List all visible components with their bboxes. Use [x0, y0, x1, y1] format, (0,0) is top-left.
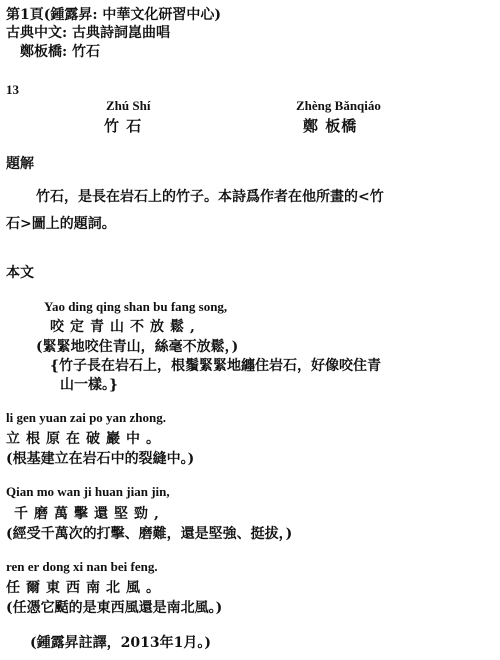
- line-3-gloss: (經受千萬次的打擊、磨難，還是堅強、挺拔，): [6, 526, 293, 542]
- doc-header-line3: 鄭板橋: 竹石: [20, 44, 101, 60]
- line-2-pinyin: li gen yuan zai po yan zhong.: [6, 410, 167, 425]
- line-1-gloss: (緊緊地咬住青山，絲毫不放鬆，): [36, 339, 239, 355]
- line-4-pinyin: ren er dong xi nan bei feng.: [6, 559, 158, 574]
- poem-number: 13: [6, 82, 19, 97]
- main-text-heading: 本文: [6, 265, 34, 281]
- line-3-pinyin: Qian mo wan ji huan jian jin,: [6, 484, 170, 499]
- line-1-note-1: {竹子長在岩石上，根鬚緊緊地纏住岩石，好像咬住青: [50, 358, 382, 374]
- explanation-heading: 題解: [6, 156, 34, 172]
- line-2-gloss: (根基建立在岩石中的裂縫中。): [6, 451, 195, 467]
- doc-header-line1: 第1頁(鍾露昇: 中華文化研習中心): [6, 7, 222, 23]
- line-4-gloss: (任憑它颳的是東西風還是南北風。): [6, 600, 223, 616]
- translator-note: (鍾露昇註譯，2013年1月。): [30, 635, 211, 651]
- line-3-hanzi: 千磨萬擊還堅勁,: [14, 506, 165, 522]
- line-2-hanzi: 立根原在破巖中。: [6, 431, 166, 447]
- explanation-line1: 竹石，是長在岩石上的竹子。本詩爲作者在他所畫的<竹: [36, 189, 384, 205]
- line-1-pinyin: Yao ding qing shan bu fang song,: [44, 299, 228, 314]
- line-1-hanzi: 咬定青山不放鬆,: [50, 319, 201, 335]
- author-pinyin: Zhèng Bǎnqiáo: [296, 98, 381, 113]
- explanation-line2: 石>圖上的題詞。: [6, 216, 116, 232]
- title-pinyin: Zhú Shí: [106, 98, 151, 113]
- line-4-hanzi: 任爾東西南北風。: [6, 580, 166, 596]
- author-hanzi: 鄭 板橋: [303, 117, 358, 135]
- doc-header-line2: 古典中文: 古典詩詞崑曲唱: [6, 25, 171, 41]
- line-1-note-2: 山一樣。}: [60, 377, 119, 393]
- title-hanzi: 竹 石: [104, 117, 143, 135]
